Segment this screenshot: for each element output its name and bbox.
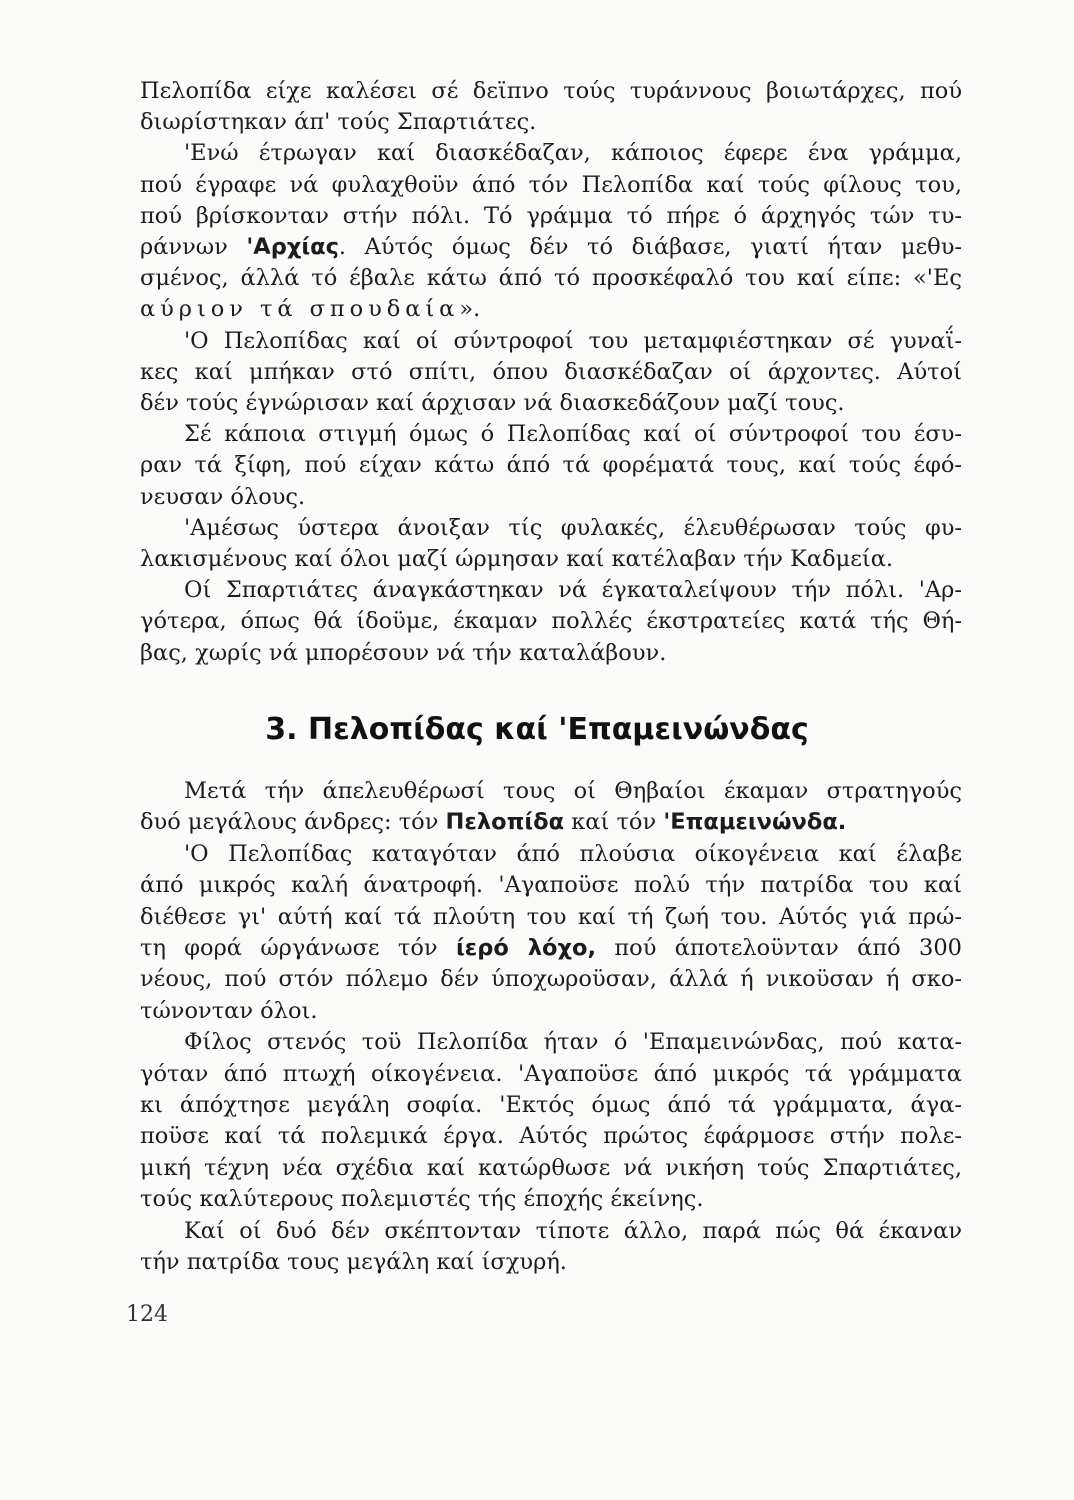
text-run: νευσαν όλους. [140, 483, 306, 510]
text-line [140, 201, 962, 232]
text-line [140, 1090, 962, 1121]
text-run: διωρίστηκαν άπ' τούς Σπαρτιάτες. [140, 109, 537, 136]
text-line [140, 544, 962, 575]
text-run: γόταν άπό πτωχή οίκογένεια. 'Αγαποϋσε άπό μικρός τά γράμματα [140, 1060, 962, 1087]
bold-term: 'Επαμεινώνδα. [663, 809, 847, 836]
text-run: διέθεσε γι' αύτή καί τά πλούτη του καί τή ζωή του. Αύτός γιά πρώ- [140, 903, 962, 930]
text-line [140, 388, 962, 419]
text-run: πού βρίσκονταν στήν πόλι. Τό γράμμα τό πήρε ό άρχηγός τών τυ- [140, 202, 962, 229]
text-run: τήν πατρίδα τους μεγάλη καί ίσχυρή. [140, 1249, 567, 1276]
text-run: 'Ο Πελοπίδας καταγόταν άπό πλούσια οίκογένεια καί έλαβε [184, 840, 962, 867]
text-line [140, 996, 962, 1027]
text-line [140, 964, 962, 995]
text-line [140, 482, 962, 513]
top-text-block [140, 76, 962, 669]
text-line [140, 575, 962, 606]
paragraph [140, 1027, 962, 1215]
text-run: 'Ο Πελοπίδας καί οί σύντροφοί του μεταμφιέστηκαν σέ γυναΐ- [184, 327, 962, 354]
paragraph [140, 138, 962, 325]
text-line [140, 839, 962, 870]
text-run: πού άποτελοϋνταν άπό 300 [596, 935, 962, 962]
text-run: βας, χωρίς νά μπορέσουν νά τήν καταλάβουν. [140, 639, 667, 666]
text-line [140, 294, 962, 325]
text-run: Πελοπίδα είχε καλέσει σέ δεϊπνο τούς τυράννους βοιωτάρχες, πού [140, 78, 962, 104]
text-run: ποϋσε καί τά πολεμικά έργα. Αύτός πρώτος έφάρμοσε στήν πολε- [140, 1123, 962, 1150]
text-run: άπό μικρός καλή άνατροφή. 'Αγαποϋσε πολύ τήν πατρίδα του καί [140, 872, 962, 899]
text-run: 'Αμέσως ύστερα άνοιξαν τίς φυλακές, έλευθέρωσαν τούς φυ- [184, 514, 962, 541]
text-run: δυό μεγάλους άνδρες: τόν [140, 809, 446, 836]
text-line [140, 1153, 962, 1184]
paragraph [140, 513, 962, 575]
text-line [140, 807, 962, 838]
section-heading: 3. Πελοπίδας καί 'Επαμεινώνδας [265, 712, 809, 747]
bottom-text-block [140, 776, 962, 1279]
text-run: ραν τά ξίφη, πού είχαν κάτω άπό τά φορέματά τους, καί τούς έφό- [140, 452, 962, 479]
text-line [140, 76, 962, 107]
text-line [140, 776, 962, 807]
text-run: Φίλος στενός τοϋ Πελοπίδα ήταν ό 'Επαμεινώνδας, πού κατα- [184, 1029, 962, 1056]
text-run: μική τέχνη νέα σχέδια καί κατώρθωσε νά νικήση τούς Σπαρτιάτες, [140, 1154, 962, 1181]
text-run: τούς καλύτερους πολεμιστές τής έποχής έκείνης. [140, 1186, 704, 1213]
bold-term: Πελοπίδα [445, 809, 565, 836]
paragraph [140, 575, 962, 669]
text-run: πού έγραφε νά φυλαχθοϋν άπό τόν Πελοπίδα καί τούς φίλους του, [140, 171, 962, 198]
text-run: σμένος, άλλά τό έβαλε κάτω άπό τό προσκέφαλό του καί είπε: «'Ες [140, 265, 962, 292]
text-run: . Αύτός όμως δέν τό διάβασε, γιατί ήταν μεθυ- [338, 234, 962, 261]
paragraph [140, 326, 962, 420]
text-run: Οί Σπαρτιάτες άναγκάστηκαν νά έγκαταλείψουν τήν πόλι. 'Αρ- [184, 577, 962, 604]
text-run: κες καί μπήκαν στό σπίτι, όπου διασκέδαζαν οί άρχοντες. Αύτοί [140, 358, 962, 385]
text-line [140, 263, 962, 294]
bold-term: ίερό λόχο, [455, 935, 597, 962]
text-line [140, 606, 962, 637]
text-line [140, 419, 962, 450]
text-run: ». [459, 296, 481, 323]
text-line [140, 138, 962, 169]
text-run: δέν τούς έγνώρισαν καί άρχισαν νά διασκεδάζουν μαζί τους. [140, 390, 845, 417]
paragraph [140, 776, 962, 839]
text-line [140, 1027, 962, 1058]
spaced-text: αύριον τά σπουδαία [140, 296, 460, 323]
paragraph [140, 419, 962, 513]
text-run: γότερα, όπως θά ίδοϋμε, έκαμαν πολλές έκστρατείες κατά τής Θή- [140, 608, 962, 635]
text-line [140, 902, 962, 933]
text-run: τη φορά ώργάνωσε τόν [140, 935, 456, 962]
text-run: 'Ενώ έτρωγαν καί διασκέδαζαν, κάποιος έφερε ένα γράμμα, [184, 140, 962, 167]
text-line [140, 1121, 962, 1152]
text-line [140, 232, 962, 263]
text-line [140, 1059, 962, 1090]
paragraph [140, 76, 962, 138]
page-number: 124 [126, 1302, 168, 1327]
paragraph [140, 839, 962, 1027]
text-line [140, 513, 962, 544]
text-run: τώνονταν όλοι. [140, 997, 318, 1024]
text-run: Καί οί δυό δέν σκέπτονταν τίποτε άλλο, παρά πώς θά έκαναν [184, 1217, 962, 1244]
text-run: νέους, πού στόν πόλεμο δέν ύποχωροϋσαν, άλλά ή νικοϋσαν ή σκο- [140, 966, 962, 993]
text-line [140, 450, 962, 481]
text-run: Σέ κάποια στιγμή όμως ό Πελοπίδας καί οί σύντροφοί του έσυ- [184, 421, 962, 448]
text-line [140, 107, 962, 138]
text-run: κι άπόχτησε μεγάλη σοφία. 'Εκτός όμως άπό τά γράμματα, άγα- [140, 1092, 962, 1119]
text-line [140, 933, 962, 964]
text-line [140, 870, 962, 901]
text-line [140, 1247, 962, 1278]
text-line [140, 326, 962, 357]
text-line [140, 357, 962, 388]
bold-term: 'Αρχίας [246, 234, 339, 261]
text-line [140, 170, 962, 201]
text-run: λακισμένους καί όλοι μαζί ώρμησαν καί κατέλαβαν τήν Καδμεία. [140, 546, 894, 573]
text-run: Μετά τήν άπελευθέρωσί τους οί Θηβαίοι έκαμαν στρατηγούς [184, 778, 962, 804]
text-line [140, 638, 962, 669]
text-line [140, 1216, 962, 1247]
text-run: ράννων [140, 234, 247, 261]
text-run: καί τόν [564, 809, 664, 836]
text-line [140, 1184, 962, 1215]
paragraph [140, 1216, 962, 1279]
